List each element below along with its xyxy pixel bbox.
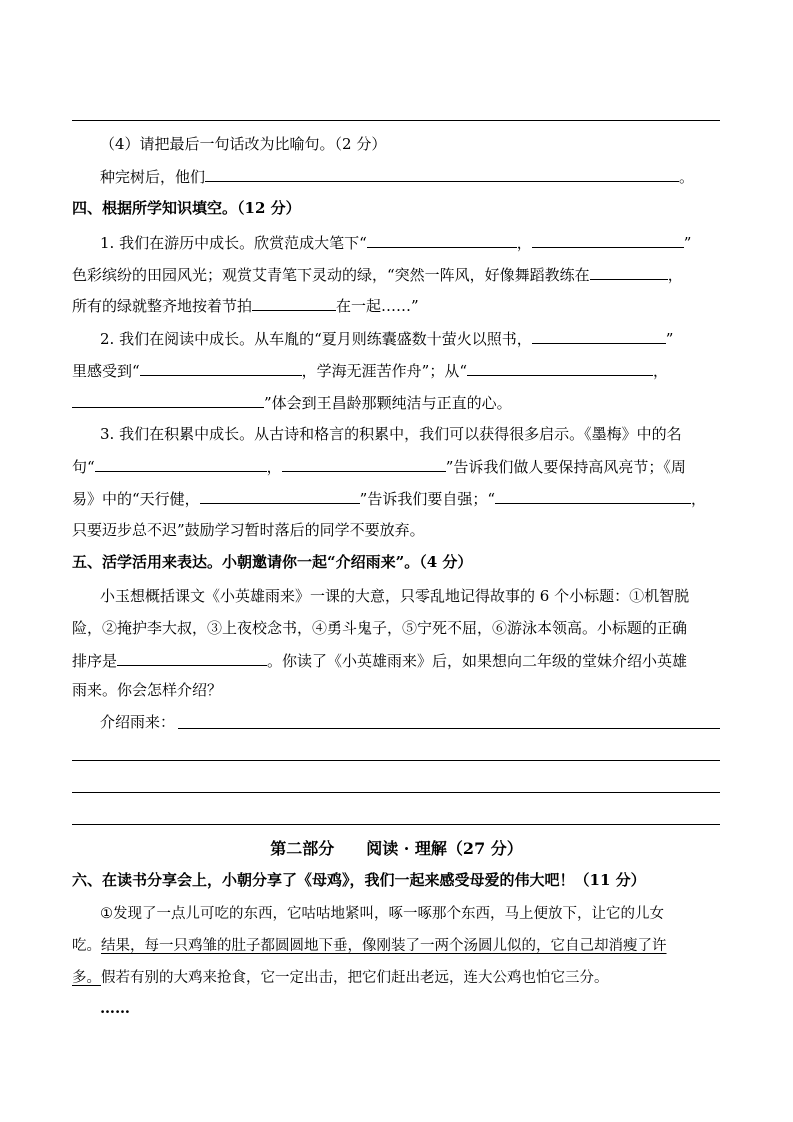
sec4-item2-line2	[72, 360, 668, 381]
question-4-answer-line	[100, 166, 694, 187]
text: ”	[683, 234, 692, 252]
question-4-prompt	[100, 134, 386, 154]
fill-blank[interactable]	[95, 456, 267, 472]
fill-blank[interactable]	[282, 456, 446, 472]
answer-suffix: 。	[679, 168, 695, 186]
text: ，	[667, 266, 683, 284]
text: 吃。	[72, 938, 101, 954]
sec4-item1-line3	[72, 295, 419, 316]
sec4-item2-line1	[100, 328, 673, 349]
sec5-para-line4: 雨来。你会怎样介绍？	[72, 681, 223, 699]
text: 易》中的“天行健，	[72, 490, 200, 508]
text: 排序是	[72, 652, 118, 670]
answer-prefix: 种完树后，他们	[100, 168, 206, 186]
fill-blank[interactable]	[590, 264, 668, 280]
text: ”体会到王昌龄那颗纯洁与正直的心。	[264, 394, 512, 412]
text: ”告诉我们要自强；“	[359, 490, 496, 508]
text: 2. 我们在阅读中成长。从车胤的“夏月则练囊盛数十萤火以照书，	[100, 330, 532, 348]
fill-blank[interactable]	[532, 328, 666, 344]
question-4-text: （4）请把最后一句话改为比喻句。（2 分）	[100, 135, 387, 153]
sec5-para-line3	[72, 650, 687, 671]
section-5-title: 五、活学活用来表达。小朝邀请你一起“介绍雨来”。（4 分）	[72, 553, 473, 571]
answer-line[interactable]	[72, 760, 720, 761]
text: ，	[691, 490, 707, 508]
underlined-sentence: 多。	[72, 970, 101, 986]
text: ”告诉我们做人要保持高风亮节；《周	[445, 458, 686, 476]
passage-ellipsis: ……	[100, 999, 130, 1017]
answer-line[interactable]	[178, 728, 720, 729]
section-6-title: 六、在读书分享会上，小朝分享了《母鸡》，我们一起来感受母爱的伟大吧！（11 分）	[72, 871, 646, 889]
passage-line3	[72, 968, 609, 988]
answer-line[interactable]	[72, 792, 720, 793]
sec5-para-line2: 险，②掩护李大叔，③上夜校念书，④勇斗鬼子，⑤宁死不屈，⑥游泳本领高。小标题的正确	[72, 619, 688, 637]
text: 假若有别的大鸡来抢食，它一定出击，把它们赶出老远，连大公鸡也怕它三分。	[101, 970, 609, 986]
text: 色彩缤纷的田园风光；观赏艾青笔下灵动的绿，“突然一阵风，好像舞蹈教练在	[72, 266, 590, 284]
text: ，学海无涯苦作舟”；从“	[301, 362, 468, 380]
text: 在一起……”	[336, 297, 419, 315]
sec4-item3-line3	[72, 488, 706, 509]
text: 只要迈步总不迟”鼓励学习暂时落后的同学不要放弃。	[72, 521, 425, 539]
answer-blank[interactable]	[205, 166, 679, 182]
fill-blank[interactable]	[467, 360, 653, 376]
sec4-item3-line4	[72, 520, 425, 540]
text: ，	[653, 362, 669, 380]
text: 1. 我们在游历中成长。欣赏范成大笔下“	[100, 234, 367, 252]
fill-blank[interactable]	[367, 232, 517, 248]
section-4-title: 四、根据所学知识填空。（12 分）	[72, 199, 301, 217]
fill-blank[interactable]	[140, 360, 302, 376]
top-divider	[72, 120, 720, 121]
fill-blank[interactable]	[72, 392, 264, 408]
sec5-para-line1: 小玉想概括课文《小英雄雨来》一课的大意，只零乱地记得故事的 6 个小标题：①机智脱	[100, 587, 690, 605]
text: 里感受到“	[72, 362, 140, 380]
sec5-answer-label: 介绍雨来：	[100, 713, 176, 731]
sec4-item2-line3	[72, 392, 512, 413]
passage-line1: ①发现了一点儿可吃的东西，它咕咕地紧叫，啄一啄那个东西，马上便放下，让它的儿女	[100, 906, 664, 922]
fill-blank[interactable]	[495, 488, 691, 504]
fill-blank[interactable]	[252, 295, 336, 311]
fill-blank[interactable]	[532, 232, 684, 248]
text: 句“	[72, 458, 95, 476]
passage-line2	[72, 936, 667, 956]
sec4-item3-line2	[72, 456, 686, 477]
underlined-sentence: 结果，每一只鸡雏的肚子都圆圆地下垂，像刚装了一两个汤圆儿似的，它自己却消瘦了许	[101, 938, 667, 954]
text: ”	[665, 330, 674, 348]
sec4-item1-line1	[100, 232, 691, 253]
text: ，	[266, 458, 282, 476]
sec4-item1-line2	[72, 264, 683, 285]
text: 3. 我们在积累中成长。从古诗和格言的积累中，我们可以获得很多启示。《墨梅》中的名	[100, 425, 682, 443]
fill-blank[interactable]	[200, 488, 360, 504]
order-blank[interactable]	[117, 650, 267, 666]
text: 所有的绿就整齐地按着节拍	[72, 297, 253, 315]
sec4-item3-line1	[100, 424, 682, 444]
part-2-title: 第二部分 阅读 · 理解（27 分）	[270, 839, 523, 858]
text: ，	[516, 234, 532, 252]
text: 。你读了《小英雄雨来》后，如果想向二年级的堂妹介绍小英雄	[267, 652, 688, 670]
answer-line[interactable]	[72, 824, 720, 825]
